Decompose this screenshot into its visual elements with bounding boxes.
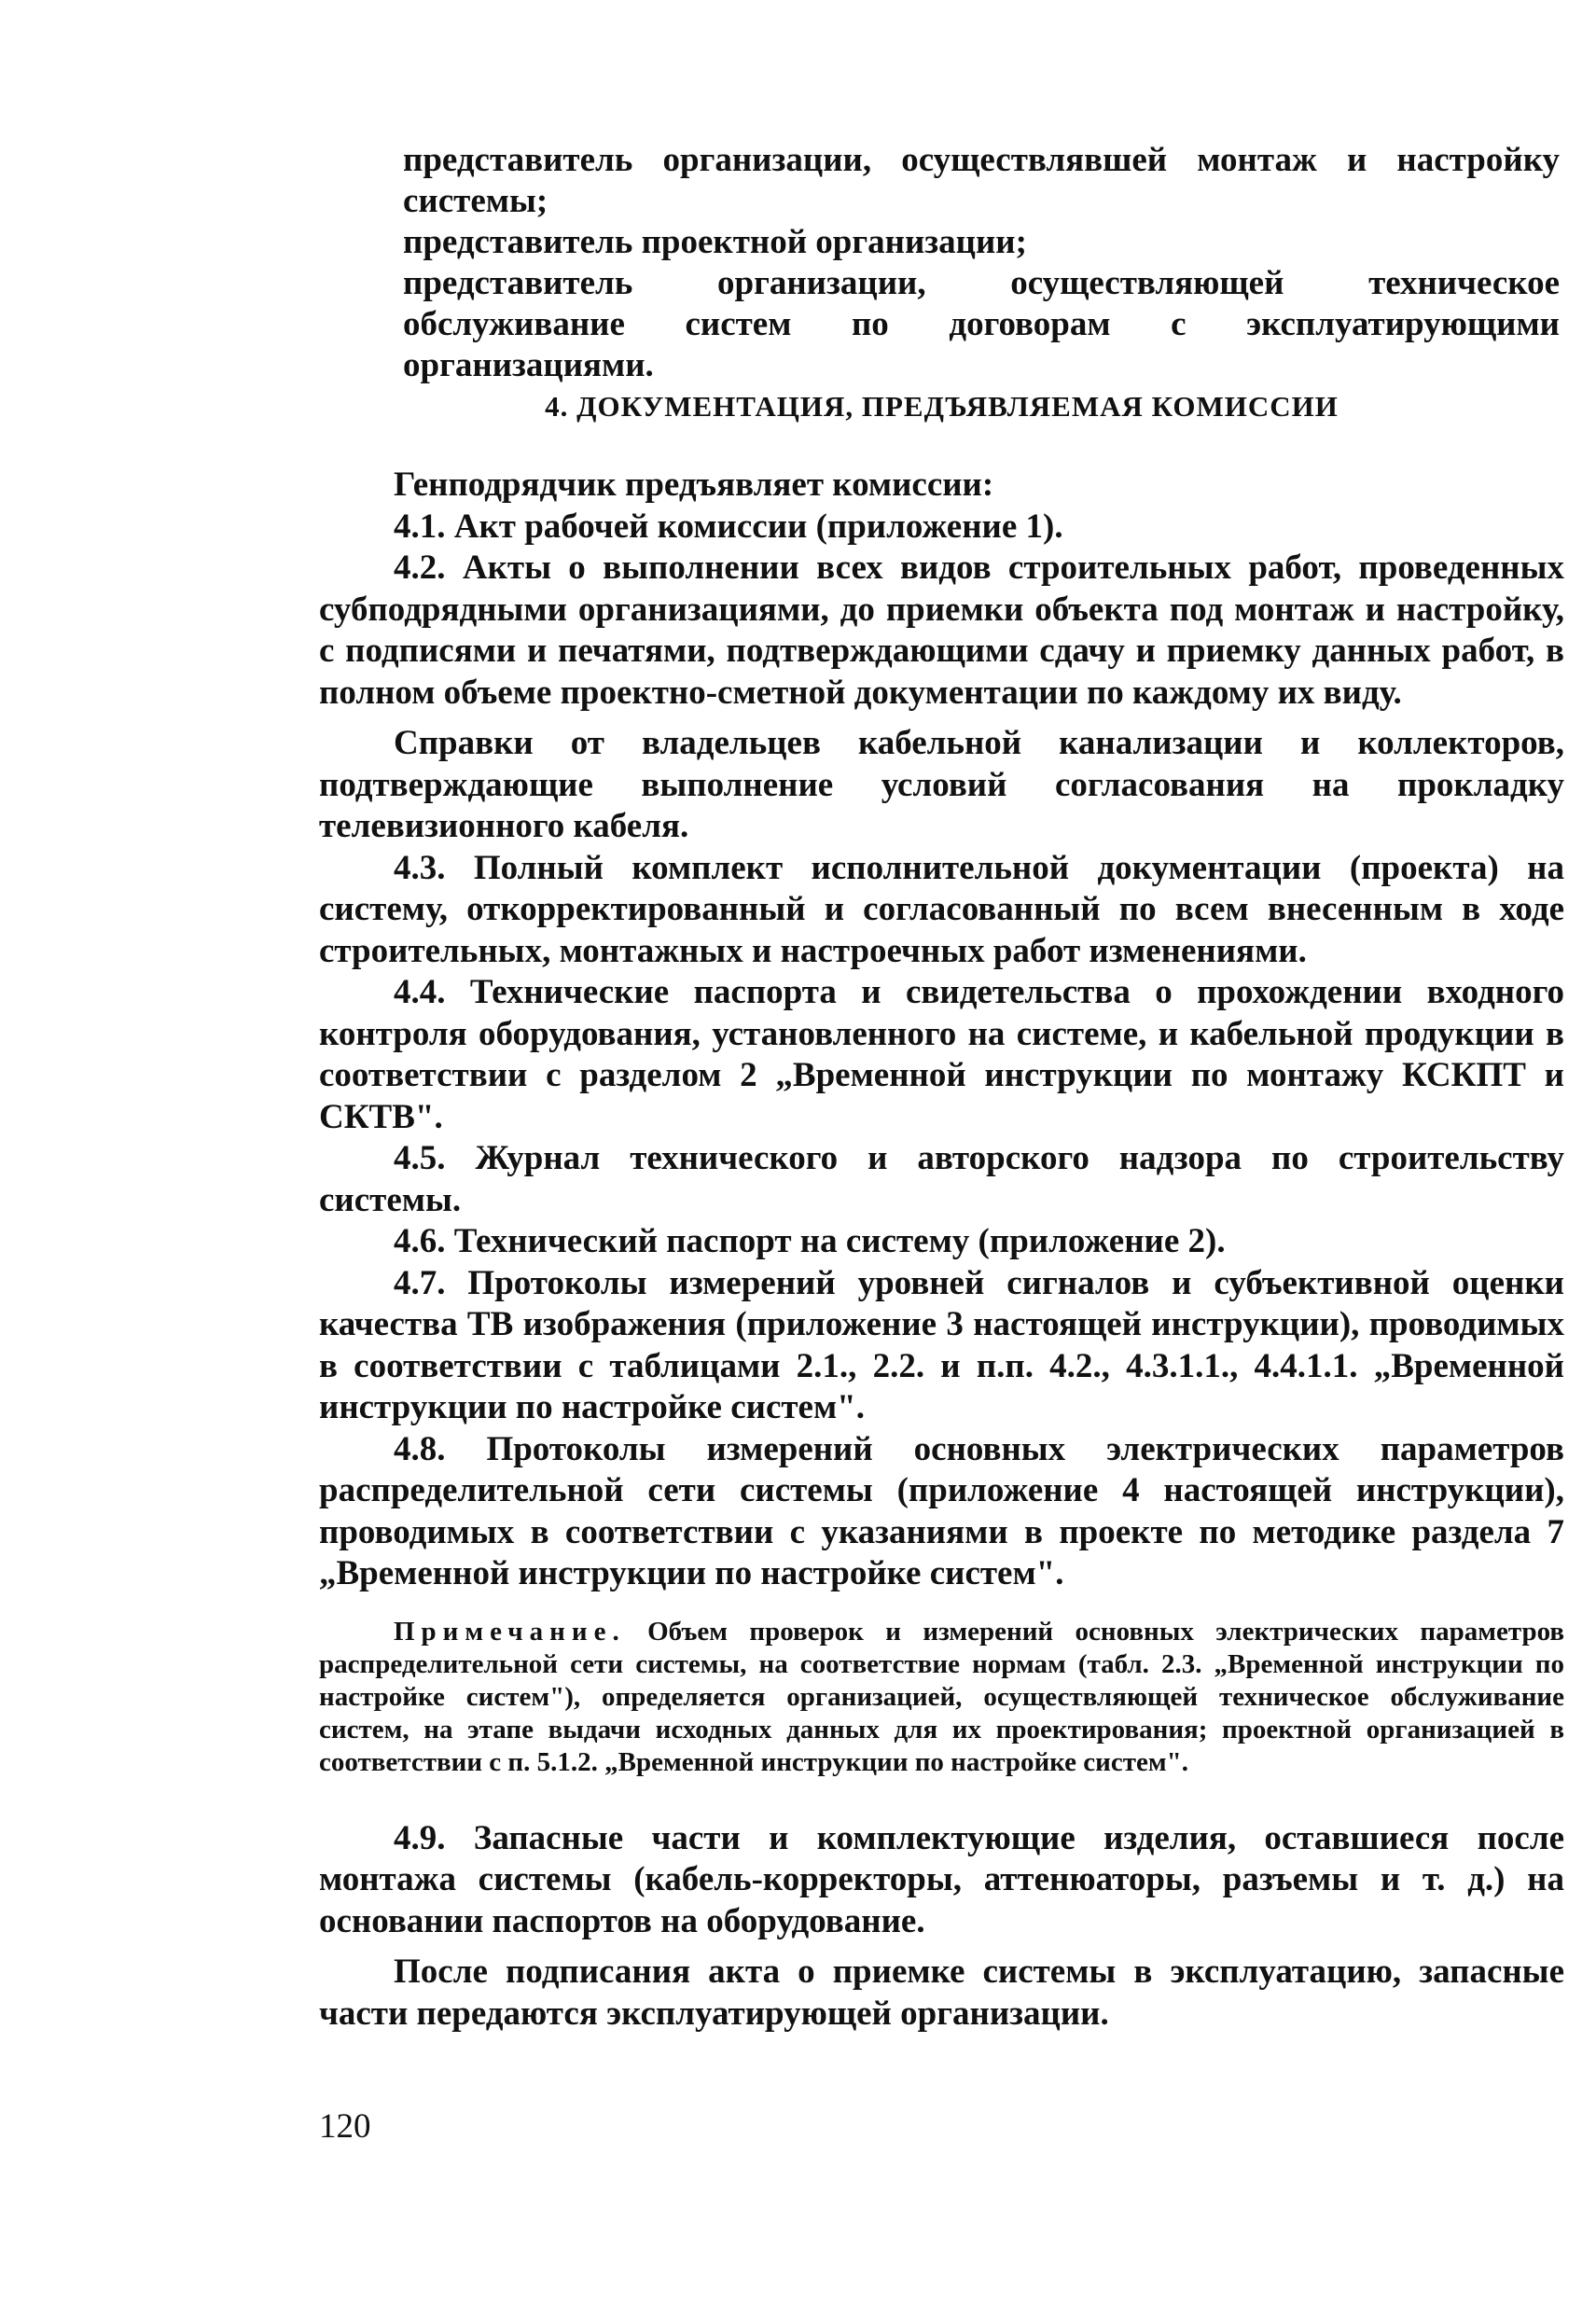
list-item: представитель организации, осуществляющей техническое обслуживание систем по договорам с эксплуатирующими организациями. [403, 264, 1560, 384]
paragraph-final: После подписания акта о приемке системы в эксплуатацию, запасные части передаются эксплуатирующей организации. [319, 1953, 1564, 2033]
paragraph-4-8: 4.8. Протоколы измерений основных электрических параметров распределительной сети системы (приложение 4 настоящей инструкции), проводимых в соответствии с указаниями в проекте по методике раздела 7 „Временной инструкции по настройке систем". [319, 1429, 1564, 1592]
paragraph-4-3: 4.3. Полный комплект исполнительной документации (проекта) на систему, откорректированный и согласованный по всем внесенным в ходе строительных, монтажных и настроечных работ изменениями. [319, 848, 1564, 970]
page-number: 120 [319, 2107, 371, 2146]
commission-members-list [403, 140, 1560, 386]
paragraph-4-1: 4.1. Акт рабочей комиссии (приложение 1). [394, 507, 1063, 546]
list-item: представитель организации, осуществлявшей монтаж и настройку системы; [403, 141, 1560, 220]
section-body [319, 465, 1564, 2035]
section-heading: 4. ДОКУМЕНТАЦИЯ, ПРЕДЪЯВЛЯЕМАЯ КОМИССИИ [545, 390, 1339, 423]
paragraph-4-7: 4.7. Протоколы измерений уровней сигналов и субъективной оценки качества ТВ изображения (приложение 3 настоящей инструкции), проводимых в соответствии с таблицами 2.1., 2.2. и п.п. 4.2., 4.3.1.1., 4.4.1.1. „Временной инструкции по настройке систем". [319, 1263, 1564, 1426]
paragraph-4-5: 4.5. Журнал технического и авторского надзора по строительству системы. [319, 1139, 1564, 1219]
paragraph-4-9: 4.9. Запасные части и комплектующие изделия, оставшиеся после монтажа системы (кабель-корректоры, аттенюаторы, разъемы и т. д.) на основании паспортов на оборудование. [319, 1818, 1564, 1940]
note [319, 1616, 1564, 1779]
paragraph-intro: Генподрядчик предъявляет комиссии: [394, 466, 994, 504]
list-item: представитель проектной организации; [403, 223, 1027, 261]
paragraph-4-4: 4.4. Технические паспорта и свидетельства о прохождении входного контроля оборудования, установленного на системе, и кабельной продукции в соответствии с разделом 2 „Временной инструкции по монтажу КСКПТ и СКТВ". [319, 973, 1564, 1136]
paragraph-4-2: 4.2. Акты о выполнении всех видов строительных работ, проведенных субподрядными организациями, до приемки объекта под монтаж и настройку, с подписями и печатями, подтверждающими сдачу и приемку данных работ, в полном объеме проектно-сметной документации по каждому их виду. [319, 549, 1564, 712]
note-text: Объем проверок и измерений основных электрических параметров распределительной сети системы, на соответствие нормам (табл. 2.3. „Временной инструкции по настройке систем"), определяется организацией, осуществляющей техническое обслуживание систем, на этапе выдачи исходных данных для их проектирования; проектной организацией в соответствии с п. 5.1.2. „Временной инструкции по настройке систем". [319, 1616, 1565, 1777]
note-label: Примечание. [394, 1616, 626, 1647]
paragraph-4-6: 4.6. Технический паспорт на систему (приложение 2). [394, 1222, 1226, 1260]
paragraph-4-2-certificates: Справки от владельцев кабельной канализации и коллекторов, подтверждающие выполнение условий согласования на прокладку телевизионного кабеля. [319, 724, 1564, 845]
